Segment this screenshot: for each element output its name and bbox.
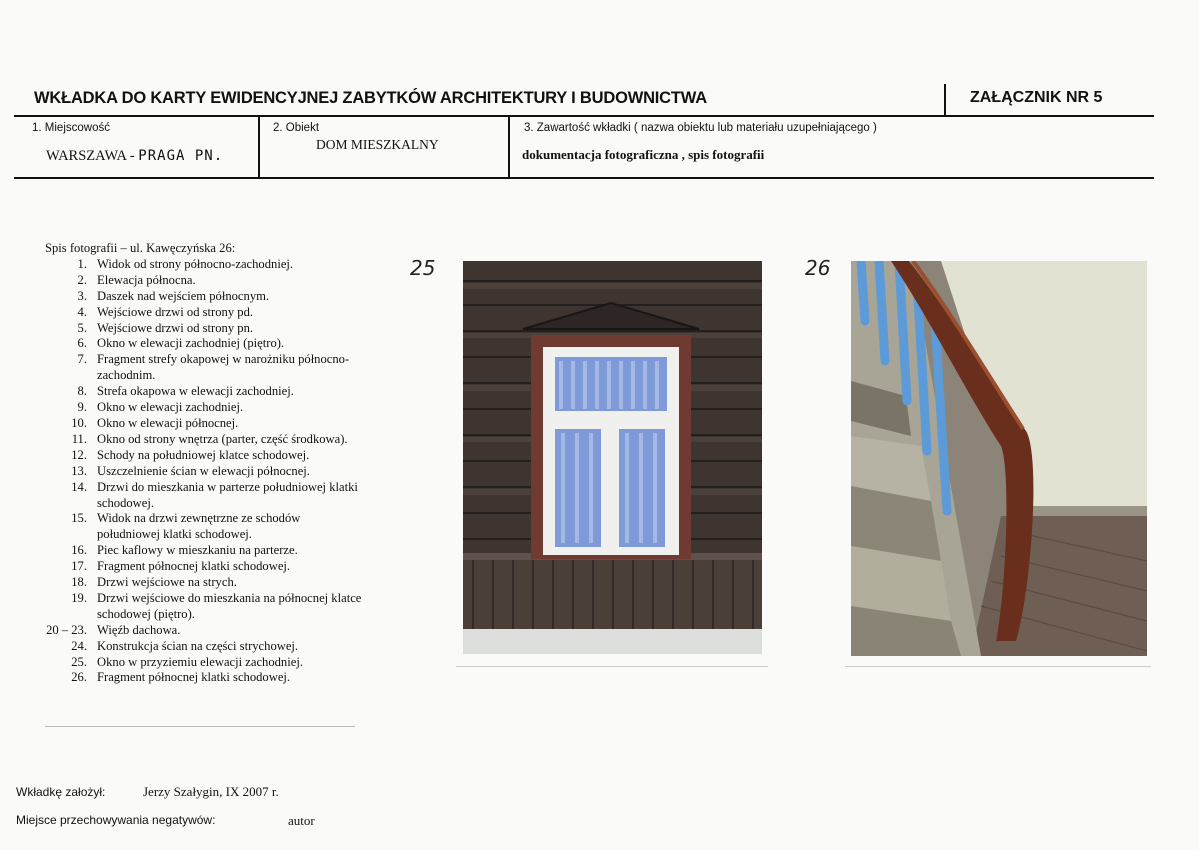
- photo-list-item: [45, 511, 365, 543]
- photo-window: [463, 261, 762, 654]
- photo-list-text: Daszek nad wejściem północnym.: [97, 288, 270, 303]
- content-label: 3. Zawartość wkładki ( nazwa obiektu lub materiału uzupełniającego ): [524, 122, 877, 134]
- photo-list-number: 8.: [77, 384, 87, 399]
- photo-list-number: 20 – 23.: [46, 622, 87, 637]
- photo-list-number: 13.: [71, 463, 87, 478]
- photo-list-item: [45, 432, 365, 448]
- object-label: 2. Obiekt: [273, 122, 320, 134]
- photo-list-text: Okno w elewacji zachodniej.: [97, 400, 244, 415]
- photo-list-item: [45, 559, 365, 575]
- photo-number-26: 26: [805, 256, 831, 280]
- photo-list-item: [45, 416, 365, 432]
- photo-list-number: 14.: [71, 479, 87, 494]
- photo-list-text: Drzwi wejściowe do mieszkania na północnej klatce schodowej (piętro).: [97, 590, 362, 621]
- photo-list-number: 18.: [71, 575, 87, 590]
- locality-value: [46, 148, 223, 165]
- photo-list-number: 19.: [71, 590, 87, 605]
- photo-list-items: [45, 257, 365, 686]
- photo-list-text: Okno od strony wnętrza (parter, część środkowa).: [97, 431, 348, 446]
- photo-list-text: Okno w elewacji północnej.: [97, 415, 239, 430]
- photo-list-text: Fragment północnej klatki schodowej.: [97, 559, 291, 574]
- founder-value: Jerzy Szałygin, IX 2007 r.: [143, 784, 279, 799]
- storage-label: Miejsce przechowywania negatywów:: [16, 813, 216, 827]
- photo-list-item: [45, 273, 365, 289]
- photo-list-number: 3.: [77, 288, 87, 303]
- locality-text: WARSZAWA -: [46, 148, 139, 164]
- photo-staircase-edge: [845, 666, 1151, 667]
- photo-list-item: [45, 480, 365, 512]
- photo-list-number: 7.: [77, 352, 87, 367]
- photo-list-text: Okno w elewacji zachodniej (piętro).: [97, 336, 285, 351]
- photo-list-item: [45, 591, 365, 623]
- photo-list-item: [45, 384, 365, 400]
- photo-list-text: Piec kaflowy w mieszkaniu na parterze.: [97, 543, 298, 558]
- photo-list-item: [45, 305, 365, 321]
- photo-list-text: Drzwi do mieszkania w parterze południowej klatki schodowej.: [97, 479, 358, 510]
- photo-number-25: 25: [410, 256, 436, 280]
- photo-list-item: [45, 289, 365, 305]
- photo-list-item: [45, 464, 365, 480]
- photo-list-text: Więźb dachowa.: [97, 622, 181, 637]
- photo-list-item: [45, 655, 365, 671]
- photo-list-text: Widok na drzwi zewnętrzne ze schodów południowej klatki schodowej.: [97, 511, 301, 542]
- photo-list-number: 12.: [71, 447, 87, 462]
- photo-list-text: Drzwi wejściowe na strych.: [97, 575, 237, 590]
- field-divider-2: [508, 117, 510, 179]
- photo-list-number: 4.: [77, 304, 87, 319]
- object-value: DOM MIESZKALNY: [316, 137, 439, 152]
- photo-list-text: Uszczelnienie ścian w elewacji północnej.: [97, 463, 310, 478]
- photo-list-item: [45, 575, 365, 591]
- storage-value: autor: [288, 813, 315, 828]
- attachment-number: ZAŁĄCZNIK NR 5: [970, 89, 1103, 106]
- founder-label: Wkładkę założył:: [16, 785, 106, 799]
- locality-label: 1. Miejscowość: [32, 122, 110, 134]
- photo-list-text: Wejściowe drzwi od strony pn.: [97, 320, 254, 335]
- photo-list-item: [45, 670, 365, 686]
- photo-list-number: 10.: [71, 415, 87, 430]
- photo-list-number: 11.: [71, 431, 87, 446]
- photo-list-title: Spis fotografii – ul. Kawęczyńska 26:: [45, 241, 236, 255]
- photo-list-item: [45, 448, 365, 464]
- photo-list-number: 24.: [71, 638, 87, 653]
- photo-list-item: [45, 543, 365, 559]
- field-divider-1: [258, 117, 260, 179]
- photo-list: [45, 241, 365, 686]
- fields-rule: [14, 177, 1154, 179]
- header-divider: [944, 84, 946, 116]
- photo-list-number: 17.: [71, 559, 87, 574]
- photo-list-item: [45, 321, 365, 337]
- list-separator: [45, 726, 355, 727]
- photo-list-item: [45, 623, 365, 639]
- photo-list-number: 2.: [77, 272, 87, 287]
- photo-list-item: [45, 639, 365, 655]
- photo-list-text: Fragment strefy okapowej w narożniku północno-zachodnim.: [97, 352, 350, 383]
- photo-list-item: [45, 400, 365, 416]
- locality-handwritten: PRAGA PN.: [138, 148, 224, 164]
- photo-list-text: Fragment północnej klatki schodowej.: [97, 670, 291, 685]
- photo-list-text: Widok od strony północno-zachodniej.: [97, 256, 294, 271]
- photo-list-number: 26.: [71, 670, 87, 685]
- photo-list-item: [45, 352, 365, 384]
- photo-list-number: 15.: [71, 511, 87, 526]
- photo-list-text: Okno w przyziemiu elewacji zachodniej.: [97, 654, 303, 669]
- photo-list-number: 9.: [77, 400, 87, 415]
- photo-list-text: Elewacja północna.: [97, 272, 196, 287]
- header-rule: [14, 115, 1154, 117]
- photo-list-number: 6.: [77, 336, 87, 351]
- photo-list-text: Konstrukcja ścian na części strychowej.: [97, 638, 299, 653]
- photo-list-item: [45, 336, 365, 352]
- photo-list-number: 1.: [77, 256, 87, 271]
- photo-list-number: 16.: [71, 543, 87, 558]
- photo-list-text: Wejściowe drzwi od strony pd.: [97, 304, 254, 319]
- photo-list-text: Strefa okapowa w elewacji zachodniej.: [97, 384, 294, 399]
- photo-list-text: Schody na południowej klatce schodowej.: [97, 447, 310, 462]
- photo-staircase: [851, 261, 1147, 656]
- photo-list-item: [45, 257, 365, 273]
- content-value: dokumentacja fotograficzna , spis fotografii: [522, 147, 765, 162]
- photo-list-number: 25.: [71, 654, 87, 669]
- photo-window-edge: [456, 666, 768, 667]
- photo-list-number: 5.: [77, 320, 87, 335]
- document-title: WKŁADKA DO KARTY EWIDENCYJNEJ ZABYTKÓW ARCHITEKTURY I BUDOWNICTWA: [34, 89, 707, 107]
